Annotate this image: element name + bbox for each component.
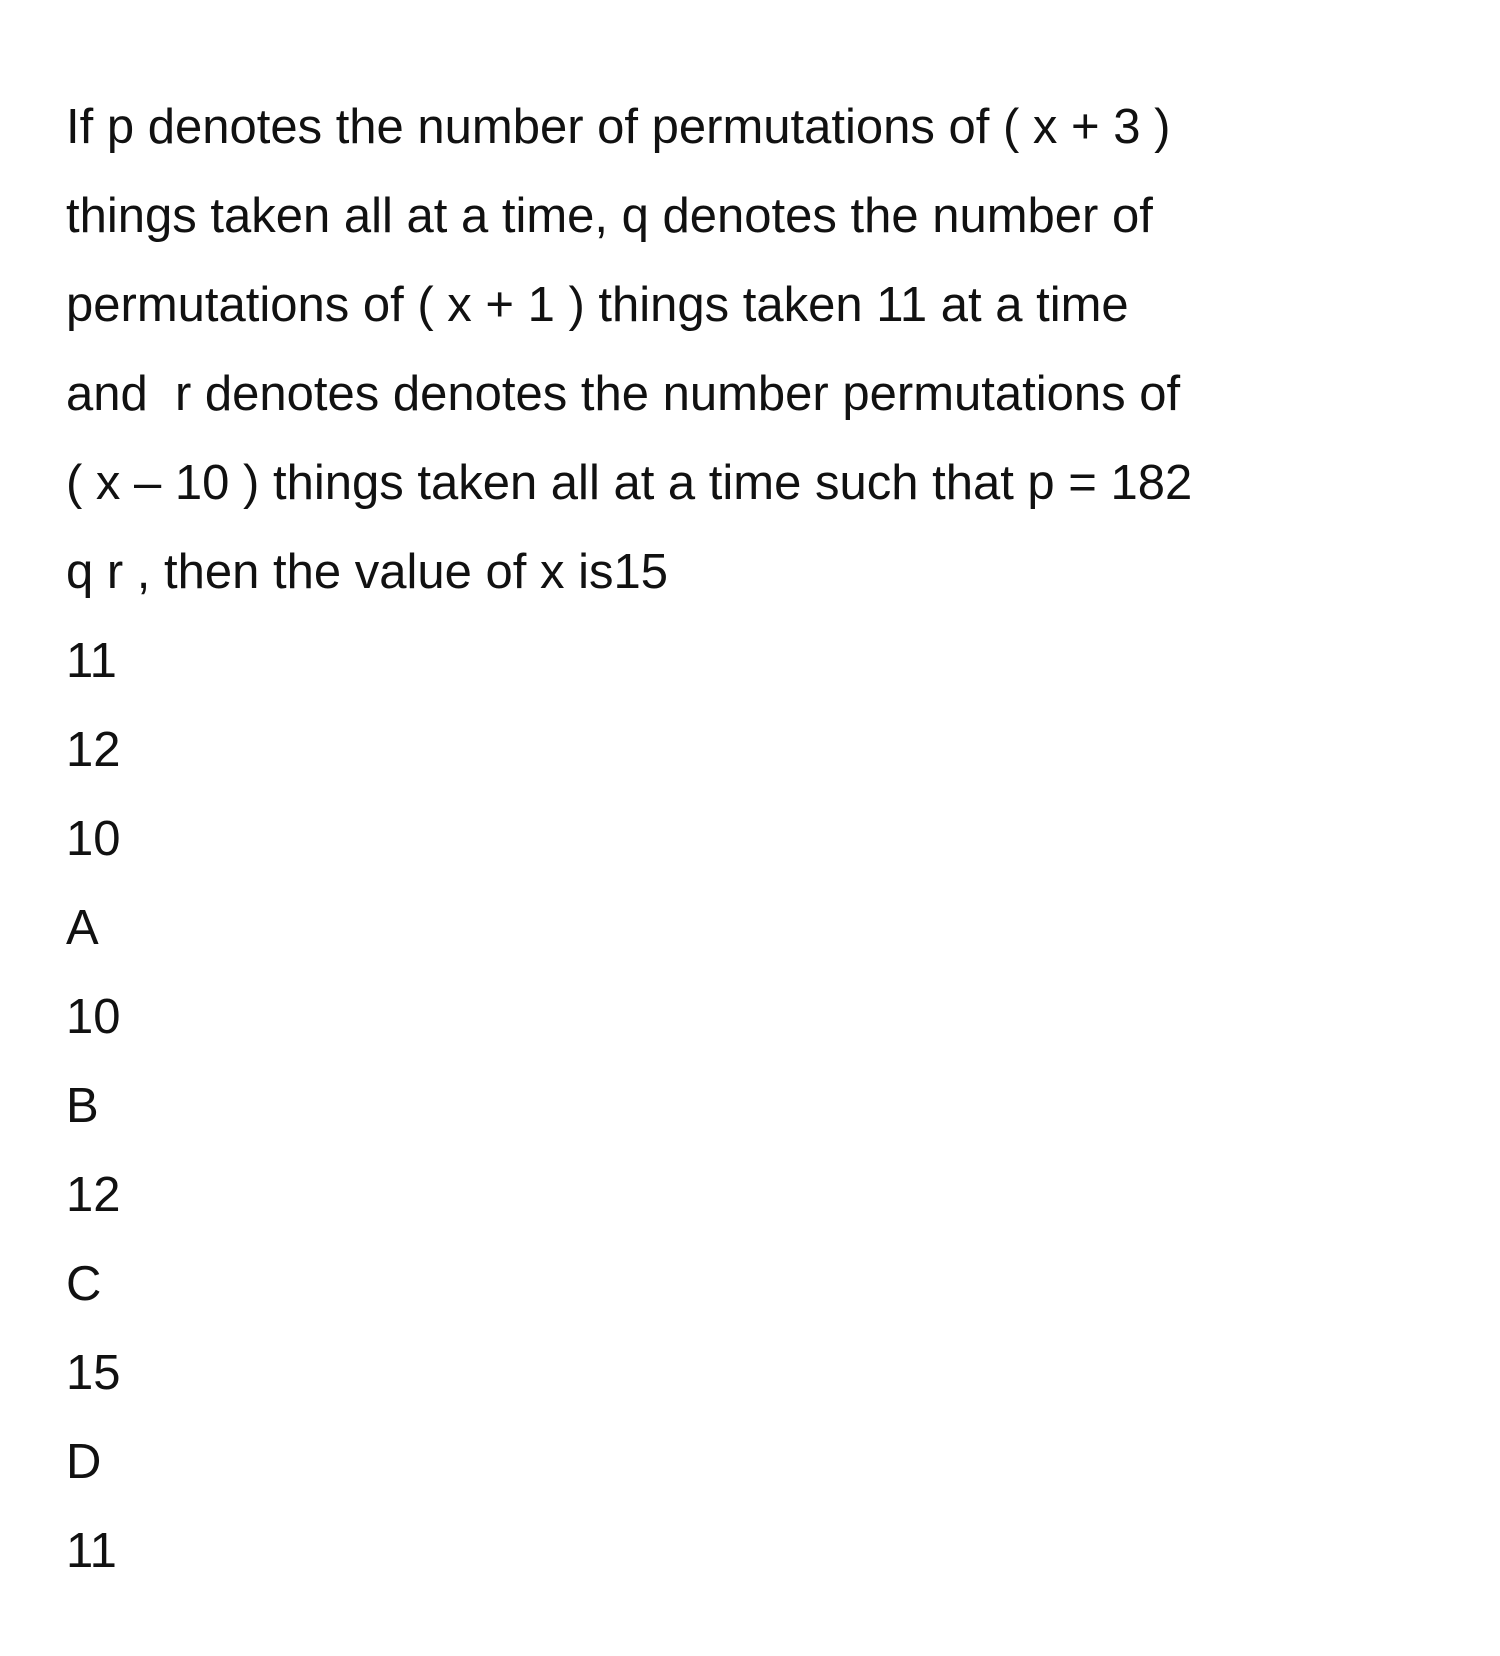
loose-value: 10 [66,812,121,866]
question-line: permutations of ( x + 1 ) things taken 11 at a time [66,278,1129,332]
question-line: If p denotes the number of permutations of ( x + 3 ) [66,100,1171,154]
question-line: and r denotes denotes the number permutations of [66,367,1181,421]
option-value: 11 [66,1524,117,1578]
question-line: ( x – 10 ) things taken all at a time such that p = 182 [66,456,1193,510]
option-value: 10 [66,990,121,1044]
option-value: 15 [66,1346,121,1400]
option-d[interactable] [66,1418,1456,1596]
loose-value: 12 [66,723,121,777]
option-value: 12 [66,1168,121,1222]
option-letter: D [66,1435,102,1489]
option-a[interactable] [66,884,1456,1062]
options-list [66,884,1456,1596]
loose-values-list [66,617,1456,884]
option-b[interactable] [66,1062,1456,1240]
loose-value: 11 [66,634,117,688]
option-letter: A [66,901,99,955]
option-letter: B [66,1079,99,1133]
option-c[interactable] [66,1240,1456,1418]
question-document [66,83,1456,1596]
question-text [66,83,1456,617]
option-letter: C [66,1257,102,1311]
question-line: q r , then the value of x is15 [66,545,668,599]
question-line: things taken all at a time, q denotes the number of [66,189,1153,243]
